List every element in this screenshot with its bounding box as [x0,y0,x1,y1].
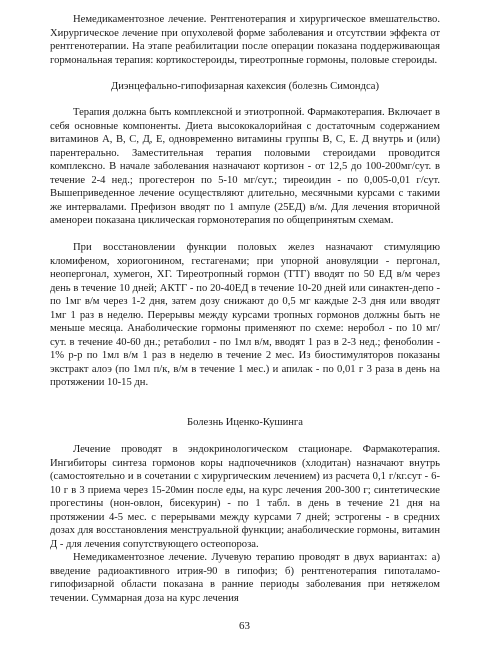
section-heading-simmonds [50,80,440,94]
paragraph-therapy [50,106,440,228]
paragraph-nonmedical-treatment [50,13,440,67]
heading-text: Болезнь Иценко-Кушинга [187,417,303,428]
paragraph-gonad-restoration [50,241,440,390]
paragraph-text: При восстановлении функции половых желез назначают стимуляцию кломифеном, хориогонином, гестагенами; при упорной ановуляции - пергонал, неопергонал, хумегон, ХГ. Тиреотропный гормон (ТТГ) вводят по 50 ЕД в/м через день в течение 10 дней; АКТГ - по 20-40ЕД в течение 10-20 дней или синактен-депо - по 1мг в/м через 1-2 дня, затем дозу снижают до 0,5 мг каждые 2-3 дня или вводят 1мг 1 раз в неделю. Перерывы между курсами тропных гормонов должны быть не меньше месяца. Анаболические гормоны применяют по схеме: неробол - по 10 мг/сут. в течение 40-60 дн.; ретаболил - по 1мл в/м, вводят 1 раз в 2-3 нед.; феноболин - 1% р-р по 1мл в/м 1 раз в неделю в течение 2 мес. Из биостимуляторов показаны экстракт алоэ (по 1мл п/к, в/м в течение 1 мес.) и апилак - по 0,01 г 3 раза в день на протяжении 10-15 дн. [50,242,440,389]
paragraph-text: Немедикаментозное лечение. Рентгенотерапия и хирургическое вмешательство. Хирургическое лечение при опухолевой форме заболевания и отсутствии эффекта от рентгенотерапии. На этапе реабилитации после операции показана поддерживающая гормональная терапия: кортикостероиды, тиреотропные гормоны, половые стероиды. [50,14,440,66]
paragraph-text: Лечение проводят в эндокринологическом стационаре. Фармакотерапия. Ингибиторы синтеза гормонов коры надпочечников (хлодитан) назначают внутрь (самостоятельно и в сочетании с хирургическим лечением) из расчета 0,1 г/кг.сут - 6-10 г в 3 приема через 15-20мин после еды, на курс лечения 200-300 г; синтетические прогестины (нон-овлон, бисекурин) - по 1 табл. в день в течение 21 дня на протяжении 4-5 мес. с перерывами между курсами 7 дней; эстрогены - в средних дозах для восстановления менструальной функции; анаболические гормоны, витамин Д - для лечения сопутствующего остеопороза. [50,444,440,550]
paragraph-text: Терапия должна быть комплексной и этиотропной. Фармакотерапия. Включает в себя основные компоненты. Диета высококалорийная с достаточным содержанием витаминов А, В, С, Д, Е, одновременно витамины группы В, С, Е. Д внутрь и (или) парентерально. Заместительная терапия половыми стероидами проводится комплексно. В начале заболевания назначают кортизон - от 12,5 до 100-200мг/сут. в течение 2-4 нед.; прогестерон по 5-10 мг/сут.; тиреоидин - по 0,005-0,01 г/сут. Вышеприведенное лечение осуществляют длительно, месячными курсами с такими же интервалами. Префизон вводят по 1 ампуле (25ЕД) в/м. Для лечения вторичной аменореи показана циклическая гормонотерапия по общепринятым схемам. [50,107,440,227]
paragraph-text: Немедикаментозное лечение. Лучевую терапию проводят в двух вариантах: а) введение радиоактивного итрия-90 в гипофиз; б) рентгенотерапия гипоталамо-гипофизарной области показана в ранние периоды заболевания при нетяжелом течении. Суммарная доза на курс лечения [50,552,440,604]
paragraph-radiation-therapy [50,551,440,605]
section-heading-cushing [50,416,440,430]
page-number: 63 [239,620,250,632]
heading-text: Диэнцефально-гипофизарная кахексия (болезнь Симондса) [110,81,380,92]
paragraph-cushing-treatment [50,443,440,551]
